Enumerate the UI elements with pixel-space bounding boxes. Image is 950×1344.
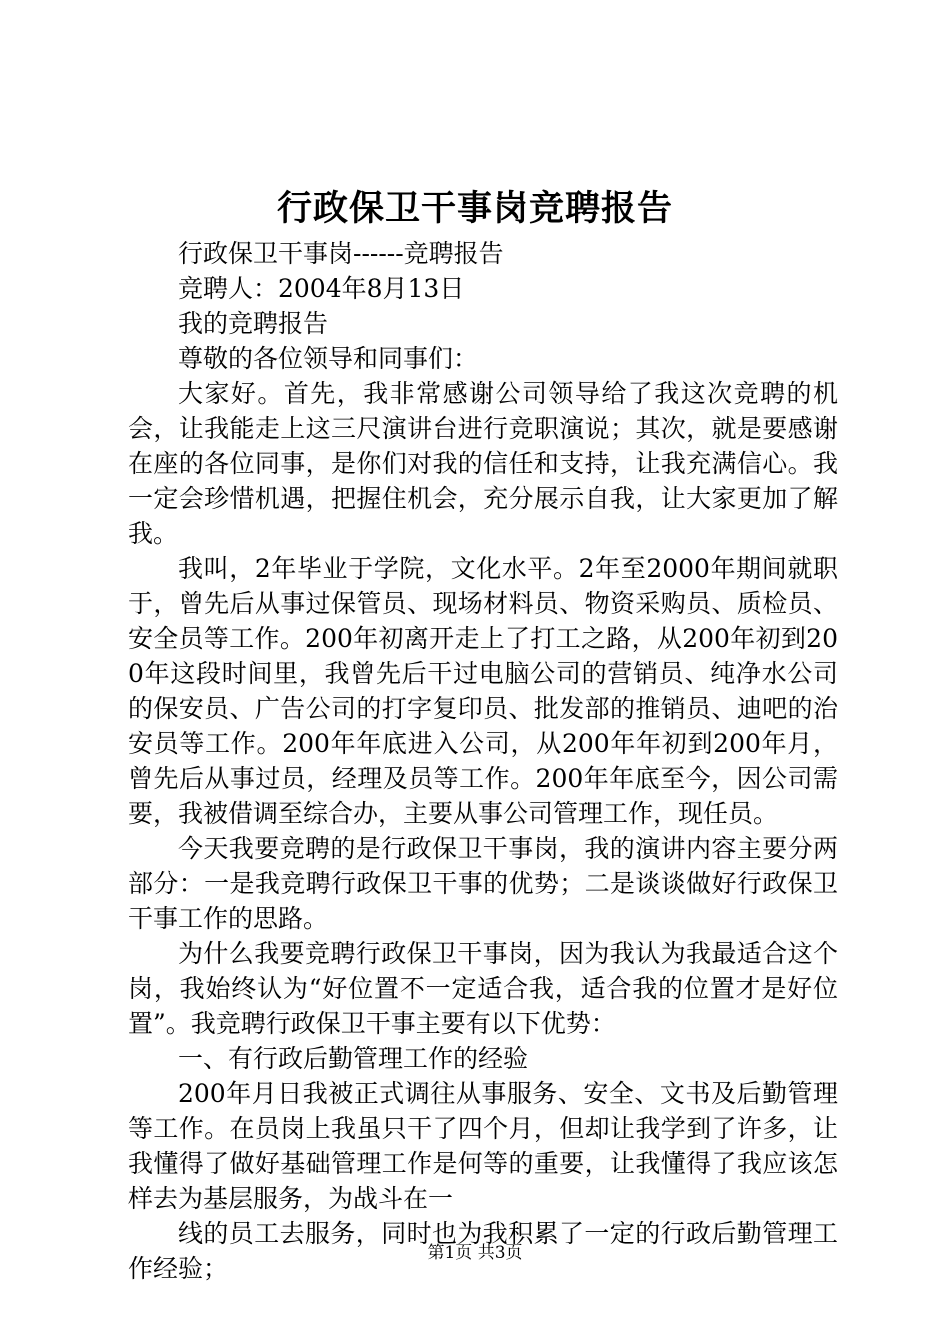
paragraph-subtitle: 行政保卫干事岗------竞聘报告: [178, 239, 504, 268]
paragraph-experience-continued: 线的员工去服务，同时也为我积累了一定的行政后勤管理工作经验；: [128, 1219, 838, 1283]
paragraph-salutation: 尊敬的各位领导和同事们：: [178, 344, 479, 373]
paragraph-greeting: 大家好。首先，我非常感谢公司领导给了我这次竞聘的机会，让我能走上这三尺演讲台进行竞职演说；其次，就是要感谢在座的各位同事，是你们对我的信任和支持，让我充满信心。我一定会珍惜机遇，把握住机会，充分展示自我，让大家更加了解我。: [128, 379, 838, 548]
paragraph-experience: 200年月日我被正式调往从事服务、安全、文书及后勤管理等工作。在员岗上我虽只干了四个月，但却让我学到了许多，让我懂得了做好基础管理工作是何等的重要，让我懂得了我应该怎样去为基层服务，为战斗在一: [128, 1079, 838, 1213]
document-title: 行政保卫干事岗竞聘报告: [276, 188, 673, 229]
paragraph-topic: 今天我要竞聘的是行政保卫干事岗，我的演讲内容主要分两部分：一是我竞聘行政保卫干事的优势；二是谈谈做好行政保卫干事工作的思路。: [128, 834, 838, 933]
paragraph-section-heading: 一、有行政后勤管理工作的经验: [178, 1044, 529, 1073]
paragraph-reasons: 为什么我要竞聘行政保卫干事岗，因为我认为我最适合这个岗，我始终认为“好位置不一定适合我，适合我的位置才是好位置”。我竞聘行政保卫干事主要有以下优势：: [128, 939, 838, 1038]
paragraph-report-heading: 我的竞聘报告: [178, 309, 329, 338]
page-number-footer: 第1页 共3页: [427, 1243, 523, 1263]
paragraph-background: 我叫，2年毕业于学院，文化水平。2年至2000年期间就职于，曾先后从事过保管员、现场材料员、物资采购员、质检员、安全员等工作。200年初离开走上了打工之路，从200年初到200年这段时间里，我曾先后干过电脑公司的营销员、纯净水公司的保安员、广告公司的打字复印员、批发部的推销员、迪吧的治安员等工作。200年年底进入公司，从200年年初到200年月，曾先后从事过员，经理及员等工作。200年年底至今，因公司需要，我被借调至综合办，主要从事公司管理工作，现任员。: [128, 554, 838, 828]
paragraph-applicant-date: 竞聘人：2004年8月13日: [178, 274, 465, 303]
document-body: [128, 236, 838, 1286]
